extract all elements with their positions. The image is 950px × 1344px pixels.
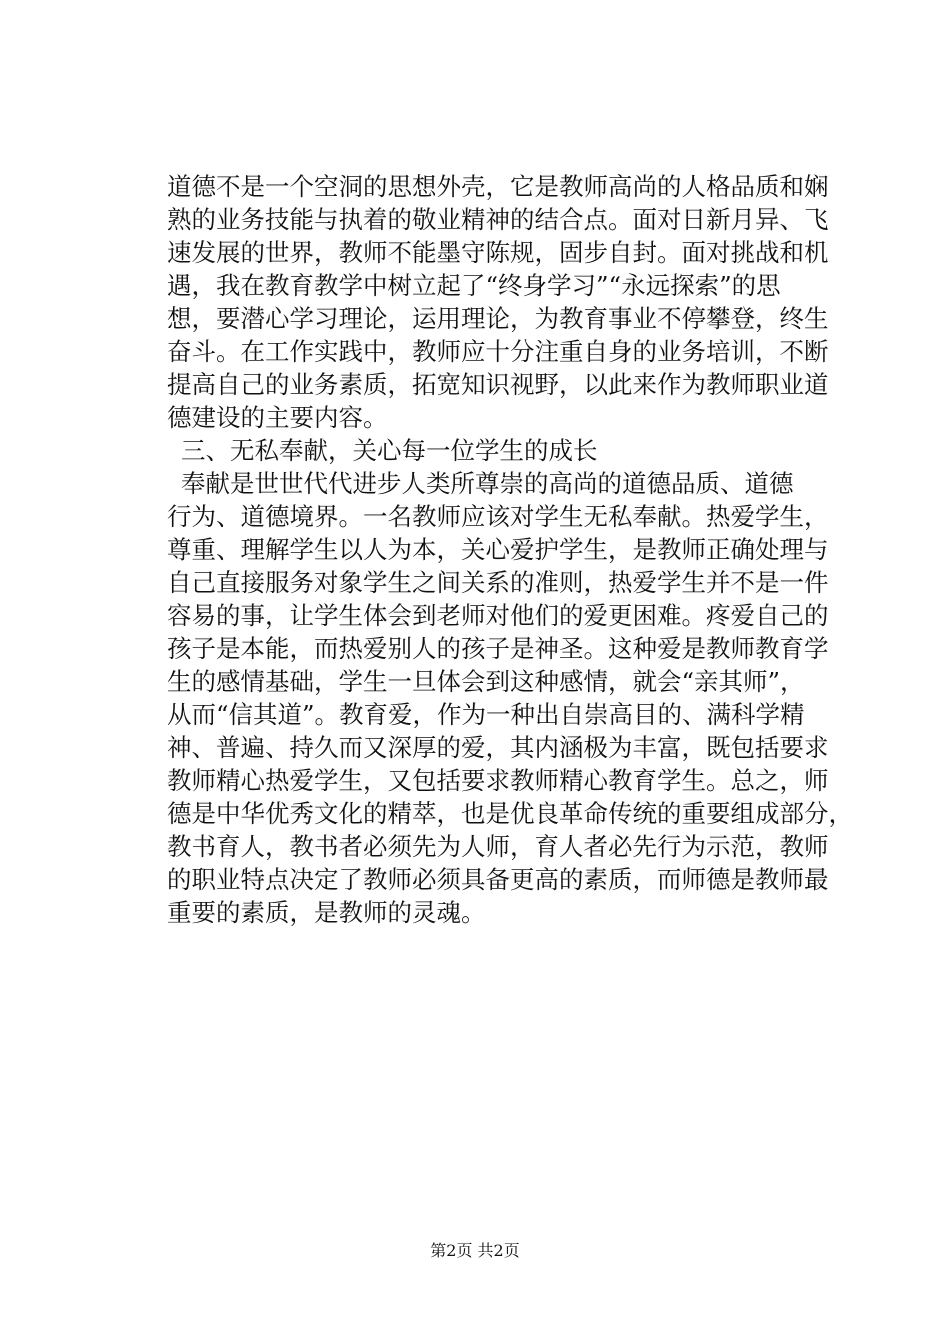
- paragraph-line: 教书育人，教书者必须先为人师，育人者必先行为示范，教师: [167, 832, 829, 861]
- page-number: 第2页 共2页: [430, 1241, 520, 1260]
- paragraph-line: 想，要潜心学习理论，运用理论，为教育事业不停攀登，终生: [167, 304, 829, 333]
- paragraph-line: 重要的素质，是教师的灵魂。: [167, 898, 486, 927]
- paragraph-line: 神、普遍、持久而又深厚的爱，其内涵极为丰富，既包括要求: [167, 733, 829, 762]
- page-footer: [0, 1240, 950, 1262]
- paragraph-line: 从而“信其道”。教育爱，作为一种出自崇高目的、满科学精: [167, 700, 805, 729]
- paragraph-line: 行为、道德境界。一名教师应该对学生无私奉献。热爱学生，: [167, 502, 829, 531]
- paragraph-line: 孩子是本能，而热爱别人的孩子是神圣。这种爱是教师教育学: [167, 634, 829, 663]
- paragraph-line: 遇，我在教育教学中树立起了“终身学习”“永远探索”的思: [167, 271, 781, 300]
- paragraph-line: 教师精心热爱学生，又包括要求教师精心教育学生。总之，师: [167, 766, 829, 795]
- paragraph-line: 奉献是世世代代进步人类所尊崇的高尚的道德品质、道德: [181, 469, 794, 498]
- paragraph-line: 提高自己的业务素质，拓宽知识视野，以此来作为教师职业道: [167, 370, 829, 399]
- paragraph-line: 尊重、理解学生以人为本，关心爱护学生，是教师正确处理与: [167, 535, 829, 564]
- paragraph-line: 生的感情基础，学生一旦体会到这种感情，就会“亲其师”，: [167, 667, 805, 696]
- paragraph-line: 自己直接服务对象学生之间关系的准则，热爱学生并不是一件: [167, 568, 829, 597]
- paragraph-line: 速发展的世界，教师不能墨守陈规，固步自封。面对挑战和机: [167, 238, 829, 267]
- paragraph-line: 容易的事，让学生体会到老师对他们的爱更困难。疼爱自己的: [167, 601, 829, 630]
- paragraph-line: 道德不是一个空洞的思想外壳，它是教师高尚的人格品质和娴: [167, 172, 829, 201]
- document-body: [167, 170, 853, 929]
- paragraph-line: 熟的业务技能与执着的敬业精神的结合点。面对日新月异、飞: [167, 205, 829, 234]
- section-heading: 三、无私奉献，关心每一位学生的成长: [181, 436, 598, 465]
- paragraph-line: 奋斗。在工作实践中，教师应十分注重自身的业务培训，不断: [167, 337, 829, 366]
- paragraph-line: 德是中华优秀文化的精萃，也是优良革命传统的重要组成部分，: [167, 799, 853, 828]
- paragraph-line: 德建设的主要内容。: [167, 403, 388, 432]
- paragraph-line: 的职业特点决定了教师必须具备更高的素质，而师德是教师最: [167, 865, 829, 894]
